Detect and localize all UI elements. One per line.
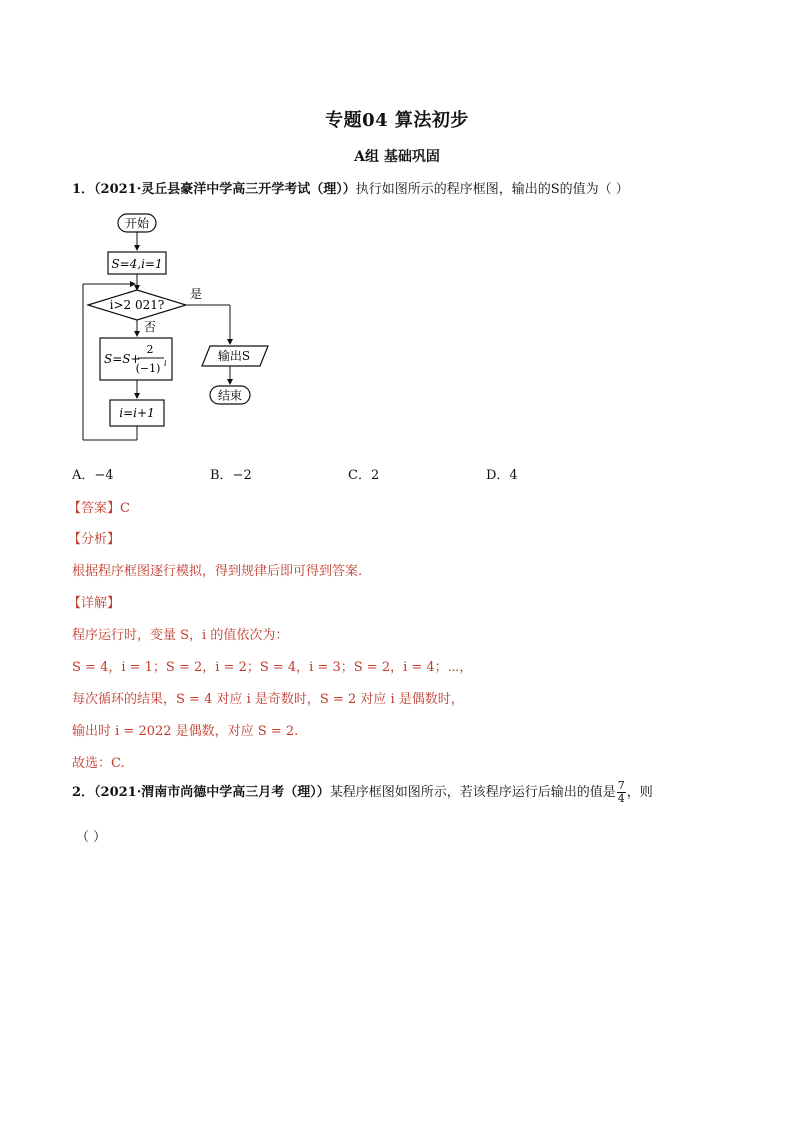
answer-parentheses: （ ） <box>76 830 107 845</box>
section-subtitle: A组 基础巩固 <box>354 149 440 165</box>
update-exponent: i <box>164 359 167 368</box>
detail-line: 故选：C. <box>72 756 125 771</box>
fraction-denominator: 4 <box>617 792 625 805</box>
question-number: 2． <box>72 785 95 800</box>
question-1 <box>72 178 629 197</box>
yes-label: 是 <box>190 287 203 301</box>
end-label: 结束 <box>217 388 243 403</box>
init-label: S=4,i=1 <box>111 257 163 271</box>
analysis-text: 根据程序框图逐行模拟，得到规律后即可得到答案. <box>72 564 363 579</box>
option-b: B．−2 <box>210 468 252 483</box>
question-text: 执行如图所示的程序框图，输出的S的值为（ ） <box>355 182 629 197</box>
fraction-numerator: 7 <box>617 779 625 792</box>
detail-line: 程序运行时，变量 S，i 的值依次为： <box>72 628 289 643</box>
detail-line: S = 4，i = 1；S = 2，i = 2；S = 4，i = 3；S = 2，i = 4；⋯， <box>72 660 473 675</box>
detail-line: 每次循环的结果，S = 4 对应 i 是奇数时，S = 2 对应 i 是偶数时， <box>72 692 464 707</box>
condition-label: i>2 021? <box>109 298 165 312</box>
no-label: 否 <box>144 320 157 334</box>
start-label: 开始 <box>124 216 150 231</box>
page-title: 专题04 算法初步 <box>325 110 469 131</box>
answer-line <box>68 497 130 516</box>
option-c: C．2 <box>348 468 380 483</box>
fraction <box>617 780 626 805</box>
option-d: D．4 <box>486 468 518 483</box>
update-lhs: S=S+ <box>104 352 141 366</box>
question-source: （2021·灵丘县豪洋中学高三开学考试（理）） <box>94 182 356 197</box>
question-number: 1． <box>72 182 95 197</box>
analysis-tag: 【分析】 <box>68 532 121 547</box>
detail-tag: 【详解】 <box>68 596 121 611</box>
update-numerator: 2 <box>146 343 154 356</box>
answer-value: C <box>120 501 130 516</box>
question-source: （2021·渭南市尚德中学高三月考（理）） <box>94 785 330 800</box>
question-text: 某程序框图如图所示，若该程序运行后输出的值是 <box>329 785 616 800</box>
option-a: A．−4 <box>72 468 114 483</box>
output-label: 输出S <box>217 349 251 363</box>
question-text-tail: ，则 <box>626 785 653 800</box>
update-denominator: (−1) <box>135 362 161 375</box>
question-2 <box>72 780 653 805</box>
answer-tag: 【答案】 <box>68 501 121 516</box>
flowchart <box>78 208 278 444</box>
increment-label: i=i+1 <box>119 406 155 420</box>
detail-line: 输出时 i = 2022 是偶数，对应 S = 2. <box>72 724 299 739</box>
